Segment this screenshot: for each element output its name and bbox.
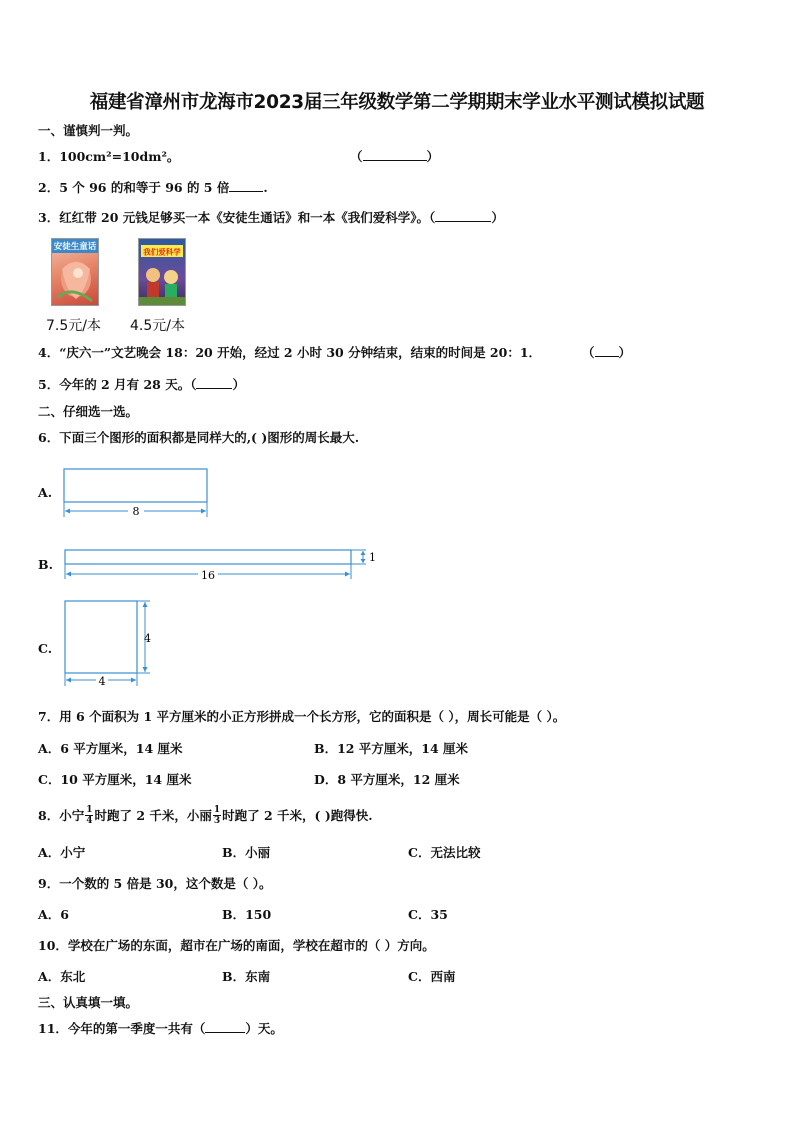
question-11 <box>38 1019 283 1037</box>
question-end: ） <box>491 210 504 225</box>
question-text: 学校在广场的东面，超市在广场的南面，学校在超市的（ ）方向。 <box>67 938 435 953</box>
question-number: 6． <box>38 430 60 445</box>
figure-square-c <box>60 597 160 689</box>
section-heading-3: 三、认真填一填。 <box>38 995 139 1010</box>
book-cover-andersen <box>51 238 99 306</box>
option-a[interactable]: A．小宁 <box>38 845 86 860</box>
question-end: ） <box>232 377 245 392</box>
question-number: 10． <box>38 938 68 953</box>
question-number: 4． <box>38 345 60 360</box>
answer-bracket-1[interactable] <box>350 147 439 165</box>
question-number: 3． <box>38 210 60 225</box>
section-heading-1: 一、谨慎判一判。 <box>38 123 139 138</box>
dimension-label: 4 <box>98 675 106 688</box>
answer-blank[interactable] <box>196 376 232 389</box>
dimension-label: 1 <box>369 551 376 564</box>
question-2 <box>38 178 268 196</box>
option-c[interactable]: C．无法比较 <box>408 845 481 860</box>
question-7 <box>38 707 565 725</box>
book-cover-title: 我们爱科学 <box>143 247 181 257</box>
book-cover-science <box>138 238 186 306</box>
option-b[interactable]: B．12 平方厘米，14 厘米 <box>314 741 469 756</box>
book-cover-illustration <box>52 239 98 305</box>
bracket-open: （ <box>582 345 595 360</box>
bracket-close: ） <box>618 345 632 360</box>
question-10 <box>38 936 435 954</box>
question-6 <box>38 428 359 446</box>
question-number: 7． <box>38 709 60 724</box>
option-c[interactable]: C．10 平方厘米，14 厘米 <box>38 772 192 787</box>
dimension-label: 16 <box>201 569 215 582</box>
book-price-2: 4.5元/本 <box>130 318 185 334</box>
question-text: 今年的 2 月有 28 天。（ <box>59 377 197 392</box>
figure-rectangle-a <box>60 465 215 523</box>
question-5 <box>38 375 245 393</box>
option-c[interactable]: C．西南 <box>408 969 456 984</box>
book-cover-title: 安徒生童话 <box>53 242 97 252</box>
question-text: 时跑了 2 千米，( )跑得快. <box>222 808 373 823</box>
option-label-c[interactable]: C. <box>38 641 53 656</box>
option-b[interactable]: B．150 <box>222 907 272 922</box>
question-text: 100cm²=10dm²。 <box>59 149 180 164</box>
answer-bracket-4[interactable] <box>582 343 631 361</box>
option-c[interactable]: C．35 <box>408 907 448 922</box>
answer-blank[interactable] <box>363 148 427 161</box>
option-a[interactable]: A．6 <box>38 907 69 922</box>
question-number: 9． <box>38 876 60 891</box>
question-text: 5 个 96 的和等于 96 的 5 倍 <box>59 180 230 195</box>
question-text: 下面三个图形的面积都是同样大的,( )图形的周长最大. <box>59 430 360 445</box>
bracket-close: ） <box>426 149 440 164</box>
option-label-b[interactable]: B. <box>38 557 53 572</box>
option-b[interactable]: B．东南 <box>222 969 271 984</box>
dimension-label: 4 <box>144 632 151 645</box>
question-number: 11． <box>38 1021 68 1036</box>
section-heading-2: 二、仔细选一选。 <box>38 404 139 419</box>
question-text: 时跑了 2 千米，小丽 <box>94 808 212 823</box>
answer-blank[interactable] <box>229 179 263 192</box>
question-text: 用 6 个面积为 1 平方厘米的小正方形拼成一个长方形，它的面积是（ ），周长可能是（ ）。 <box>59 709 566 724</box>
figure-rectangle-b <box>60 545 380 587</box>
option-a[interactable]: A．东北 <box>38 969 86 984</box>
question-text: 今年的第一季度一共有（ <box>67 1021 206 1036</box>
answer-blank[interactable] <box>595 344 619 357</box>
question-4 <box>38 343 541 361</box>
question-text: 小宁 <box>59 808 85 823</box>
question-3 <box>38 208 504 226</box>
option-a[interactable]: A．6 平方厘米，14 厘米 <box>38 741 183 756</box>
question-number: 2． <box>38 180 60 195</box>
question-text: “庆六一”文艺晚会 18：20 开始，经过 2 小时 30 分钟结束，结束的时间是 20：1． <box>59 345 542 360</box>
book-price-1: 7.5元/本 <box>46 318 101 334</box>
option-b[interactable]: B．小丽 <box>222 845 271 860</box>
question-number: 1． <box>38 149 60 164</box>
fraction-one-quarter: $\frac{1}{4}$ <box>86 804 93 826</box>
answer-blank[interactable] <box>435 209 491 222</box>
question-end: . <box>263 180 268 195</box>
option-d[interactable]: D．8 平方厘米，12 厘米 <box>314 772 460 787</box>
fraction-one-third: $\frac{1}{3}$ <box>213 804 221 826</box>
question-text: 红红带 20 元钱足够买一本《安徒生通话》和一本《我们爱科学》。（ <box>59 210 436 225</box>
question-number: 5． <box>38 377 60 392</box>
question-end: ）天。 <box>245 1021 283 1036</box>
bracket-open: （ <box>350 149 363 164</box>
option-label-a[interactable]: A. <box>38 485 53 500</box>
dimension-label: 8 <box>132 505 140 518</box>
question-8 <box>38 800 373 830</box>
page-title: 福建省漳州市龙海市2023届三年级数学第二学期期末学业水平测试模拟试题 <box>89 92 705 113</box>
question-text: 一个数的 5 倍是 30，这个数是（ ）。 <box>59 876 272 891</box>
answer-blank[interactable] <box>205 1020 245 1033</box>
book-cover-illustration <box>139 239 185 305</box>
question-number: 8． <box>38 808 60 823</box>
question-9 <box>38 874 271 892</box>
question-1 <box>38 147 179 165</box>
